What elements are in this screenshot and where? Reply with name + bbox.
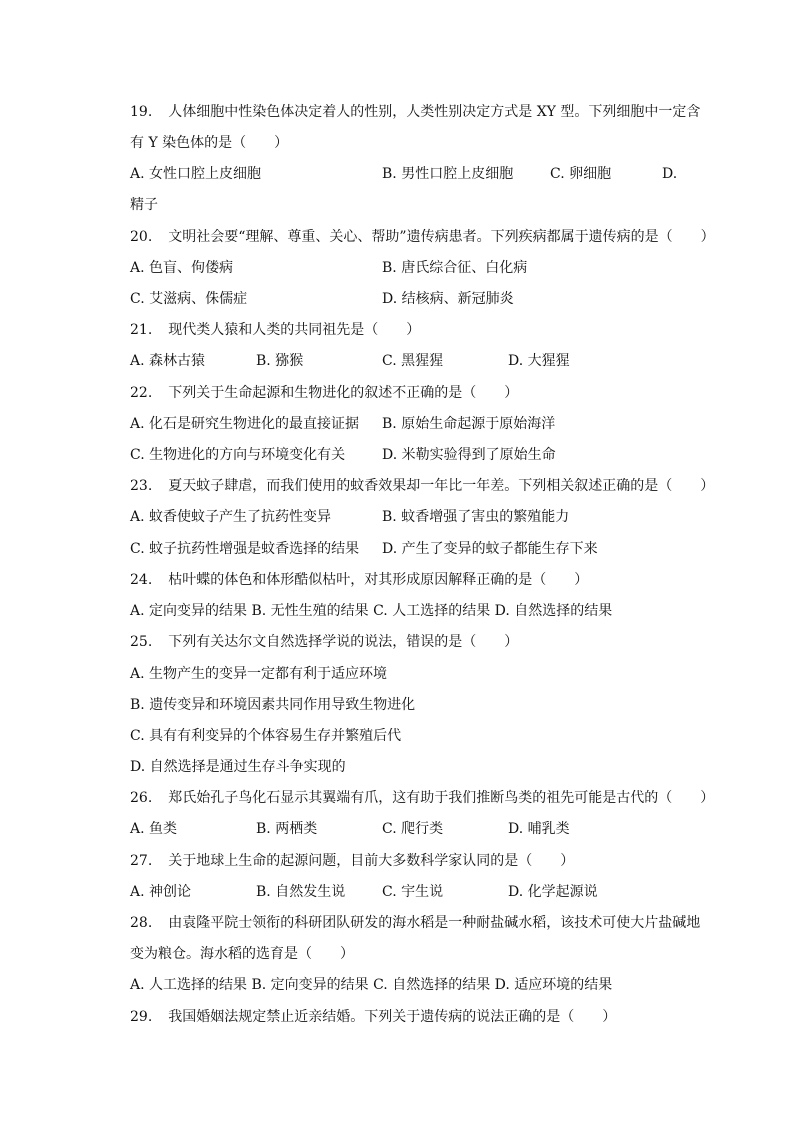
option-c: C. 蚊子抗药性增强是蚊香选择的结果 — [130, 541, 360, 557]
option-d: D. 自然选择是通过生存斗争实现的 — [130, 759, 346, 775]
question-21-stem-line1 — [130, 319, 420, 341]
question-22-stem-line1 — [130, 382, 518, 404]
question-20-stem-line1 — [130, 226, 715, 248]
option-d: D. 化学起源说 — [508, 884, 598, 900]
option-a: A. 女性口腔上皮细胞 — [130, 166, 262, 182]
option-a: A. 色盲、佝偻病 — [130, 260, 234, 276]
question-19-stem-line2 — [130, 132, 288, 154]
option-d-overflow: 精子 — [130, 197, 158, 213]
option-d: D. 米勒实验得到了原始生命 — [382, 447, 556, 463]
option-b: B. 唐氏综合征、白化病 — [382, 260, 528, 276]
question-stem: 关于地球上生命的起源问题，目前大多数科学家认同的是（ ） — [168, 853, 575, 869]
question-stem: 夏天蚊子肆虐，而我们使用的蚊香效果却一年比一年差。下列相关叙述正确的是（ ） — [168, 478, 715, 494]
option-b: B. 两栖类 — [256, 821, 318, 837]
question-number: 28. — [130, 915, 153, 931]
question-28-stem-line2: 变为粮仓。海水稻的选育是（ ） — [130, 946, 354, 962]
option-b: B. 原始生命起源于原始海洋 — [382, 416, 556, 432]
option-a: A. 化石是研究生物进化的最直接证据 — [130, 416, 360, 432]
option-c: C. 宇生说 — [382, 884, 444, 900]
question-23-stem-line1 — [130, 475, 714, 497]
option-c: C. 卵细胞 — [550, 166, 612, 182]
option-a: A. 森林古猿 — [130, 353, 206, 369]
question-stem: 枯叶蝶的体色和体形酷似枯叶，对其形成原因解释正确的是（ ） — [168, 572, 589, 588]
question-number: 26. — [130, 790, 153, 806]
question-stem: 现代类人猿和人类的共同祖先是（ ） — [168, 322, 421, 338]
question-28-stem-line1 — [130, 912, 700, 934]
question-stem: 我国婚姻法规定禁止近亲结婚。下列关于遗传病的说法正确的是（ ） — [168, 1009, 617, 1025]
option-d: D. 结核病、新冠肺炎 — [382, 291, 514, 307]
option-b: B. 遗传变异和环境因素共同作用导致生物进化 — [130, 697, 416, 713]
question-28-options: A. 人工选择的结果 B. 定向变异的结果 C. 自然选择的结果 D. 适应环境的结果 — [130, 977, 613, 993]
question-24-stem-line1 — [130, 569, 588, 591]
question-29-stem-line1 — [130, 1006, 616, 1028]
question-number: 24. — [130, 572, 153, 588]
option-b: B. 男性口腔上皮细胞 — [382, 166, 514, 182]
option-b: B. 猕猴 — [256, 353, 304, 369]
question-stem: 人体细胞中性染色体决定着人的性别，人类性别决定方式是 XY 型。下列细胞中一定含 — [168, 104, 701, 120]
option-c: C. 生物进化的方向与环境变化有关 — [130, 447, 346, 463]
option-d: D. 产生了变异的蚊子都能生存下来 — [382, 541, 598, 557]
option-c: C. 黑猩猩 — [382, 353, 444, 369]
question-26-stem-line1 — [130, 787, 714, 809]
question-19-stem-line1 — [130, 101, 700, 123]
question-27-stem-line1 — [130, 850, 574, 872]
option-d: D. 大猩猩 — [508, 353, 570, 369]
option-d: D. 哺乳类 — [508, 821, 570, 837]
question-24-options: A. 定向变异的结果 B. 无性生殖的结果 C. 人工选择的结果 D. 自然选择的结果 — [130, 603, 613, 619]
option-c: C. 爬行类 — [382, 821, 444, 837]
option-a: A. 生物产生的变异一定都有利于适应环境 — [130, 666, 388, 682]
option-b: B. 自然发生说 — [256, 884, 346, 900]
option-b: B. 蚊香增强了害虫的繁殖能力 — [382, 509, 570, 525]
question-stem: 有 Y 染色体的是（ ） — [130, 135, 289, 151]
question-number: 19. — [130, 104, 153, 120]
option-c: C. 具有有利变异的个体容易生存并繁殖后代 — [130, 728, 402, 744]
question-stem: 下列有关达尔文自然选择学说的说法，错误的是（ ） — [168, 634, 519, 650]
question-25-stem-line1 — [130, 631, 518, 653]
option-c: C. 艾滋病、侏儒症 — [130, 291, 248, 307]
question-number: 23. — [130, 478, 153, 494]
option-d: D. — [662, 166, 678, 182]
question-number: 27. — [130, 853, 153, 869]
option-a: A. 鱼类 — [130, 821, 178, 837]
question-number: 20. — [130, 229, 153, 245]
question-number: 29. — [130, 1009, 153, 1025]
option-a: A. 神创论 — [130, 884, 192, 900]
question-stem: 下列关于生命起源和生物进化的叙述不正确的是（ ） — [168, 385, 519, 401]
question-stem: 由袁隆平院士领衔的科研团队研发的海水稻是一种耐盐碱水稻，该技术可使大片盐碱地 — [168, 915, 701, 931]
question-number: 21. — [130, 322, 153, 338]
option-a: A. 蚊香使蚊子产生了抗药性变异 — [130, 509, 332, 525]
question-stem: 文明社会要“理解、尊重、关心、帮助”遗传病患者。下列疾病都属于遗传病的是（ ） — [168, 229, 715, 245]
question-number: 22. — [130, 385, 153, 401]
question-number: 25. — [130, 634, 153, 650]
question-stem: 郑氏始孔子鸟化石显示其翼端有爪，这有助于我们推断鸟类的祖先可能是古代的（ ） — [168, 790, 715, 806]
